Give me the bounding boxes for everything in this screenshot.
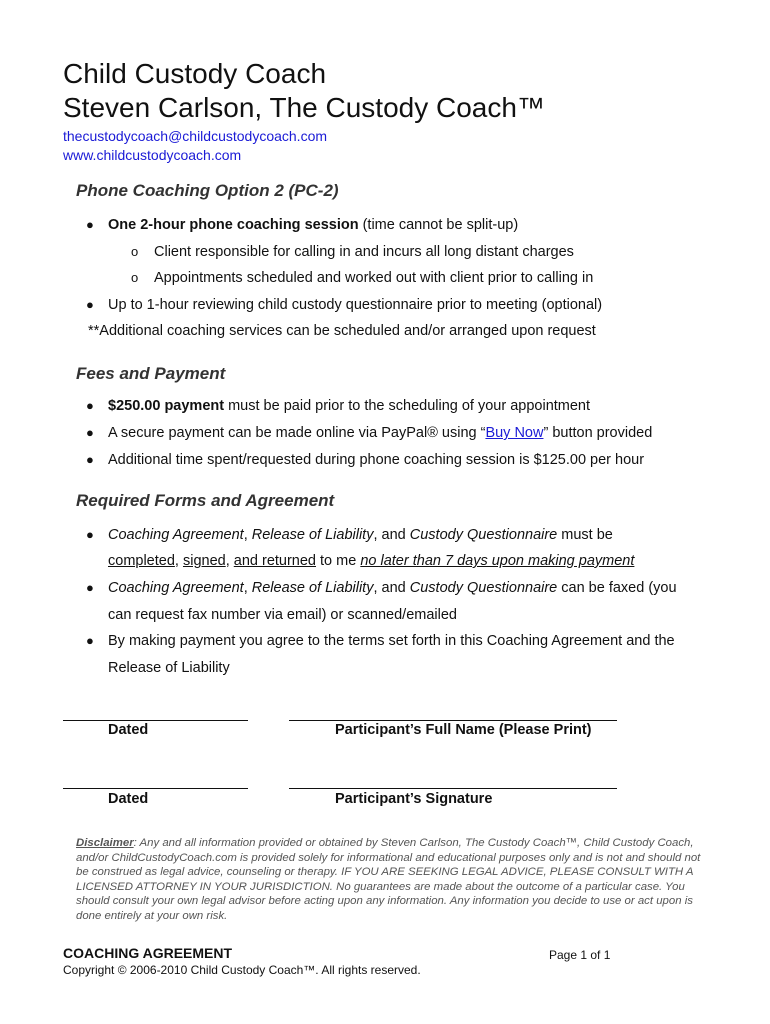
document-subtitle: Steven Carlson, The Custody Coach™ [63,92,545,123]
option-sub-bullet-2-text: Appointments scheduled and worked out with client prior to calling in [154,270,594,286]
fees-bullet-2-text: A secure payment can be made online via PayPal® using “Buy Now” button provided [108,425,653,441]
disclaimer [76,836,706,924]
forms-bullet-3-line-1: By making payment you agree to the terms set forth in this Coaching Agreement and the [108,633,675,649]
sub-bullet-icon: o [131,244,139,259]
bullet-icon: ● [86,217,94,232]
option-sub-bullet-1-text: Client responsible for calling in and incurs all long distant charges [154,244,574,260]
bullet-icon: ● [86,527,94,542]
bullet-icon: ● [86,297,94,312]
signature-line[interactable] [289,788,617,789]
forms-heading: Required Forms and Agreement [76,491,335,510]
forms-bullet-2-line-2: can request fax number via email) or scanned/emailed [108,607,457,623]
bullet-icon: ● [86,580,94,595]
bullet-icon: ● [86,398,94,413]
fees-bullet-3-text: Additional time spent/requested during phone coaching session is $125.00 per hour [108,452,645,468]
bullet-icon: ● [86,425,94,440]
option-bullet-1-text: One 2-hour phone coaching session (time cannot be split-up) [108,217,519,233]
disclaimer-label: Disclaimer [76,837,134,849]
fees-bullet-1-text: $250.00 payment must be paid prior to the scheduling of your appointment [108,398,591,414]
forms-bullet-1-line-2: completed, signed, and returned to me no later than 7 days upon making payment [108,553,635,569]
sub-bullet-icon: o [131,270,139,285]
signature-label: Participant’s Signature [335,791,493,807]
bullet-icon: ● [86,452,94,467]
option-heading: Phone Coaching Option 2 (PC-2) [76,181,339,200]
bullet-icon: ● [86,633,94,648]
buy-now-link[interactable]: Buy Now [485,425,544,441]
email-link[interactable]: thecustodycoach@childcustodycoach.com [63,128,328,144]
dated-label-2: Dated [108,791,149,807]
website-link[interactable]: www.childcustodycoach.com [63,147,242,163]
dated-label-1: Dated [108,722,149,738]
option-note-text: **Additional coaching services can be scheduled and/or arranged upon request [88,323,596,339]
full-name-line[interactable] [289,720,617,721]
option-bullet-2-text: Up to 1-hour reviewing child custody questionnaire prior to meeting (optional) [108,297,603,313]
disclaimer-text: : Any and all information provided or obtained by Steven Carlson, The Custody Coach™, Child Custody Coach, and/or ChildCustodyCoach.com is provided solely for informational and educational purposes only and is not and should not be construed as legal advice, counseling or therapy. IF YOU ARE SEEKING LEGAL ADVICE, PLEASE CONSULT WITH A LICENSED ATTORNEY IN YOUR JURISDICTION. No guarantees are made about the outcome of a particular case. You should consult your own legal advisor before acting upon any information. Any information you decide to use or act upon is done entirely at your own risk. [76,837,701,922]
full-name-label: Participant’s Full Name (Please Print) [335,722,592,738]
copyright: Copyright © 2006-2010 Child Custody Coach™. All rights reserved. [63,963,421,977]
forms-bullet-3-line-2: Release of Liability [108,660,230,676]
dated-line-2[interactable] [63,788,248,789]
forms-bullet-2-line-1: Coaching Agreement, Release of Liability, and Custody Questionnaire can be faxed (you [108,580,677,596]
footer-title: COACHING AGREEMENT [63,945,233,961]
fees-heading: Fees and Payment [76,364,226,383]
forms-bullet-1-line-1: Coaching Agreement, Release of Liability, and Custody Questionnaire must be [108,527,613,543]
page-number: Page 1 of 1 [549,948,611,962]
document-title: Child Custody Coach [63,58,327,89]
dated-line-1[interactable] [63,720,248,721]
